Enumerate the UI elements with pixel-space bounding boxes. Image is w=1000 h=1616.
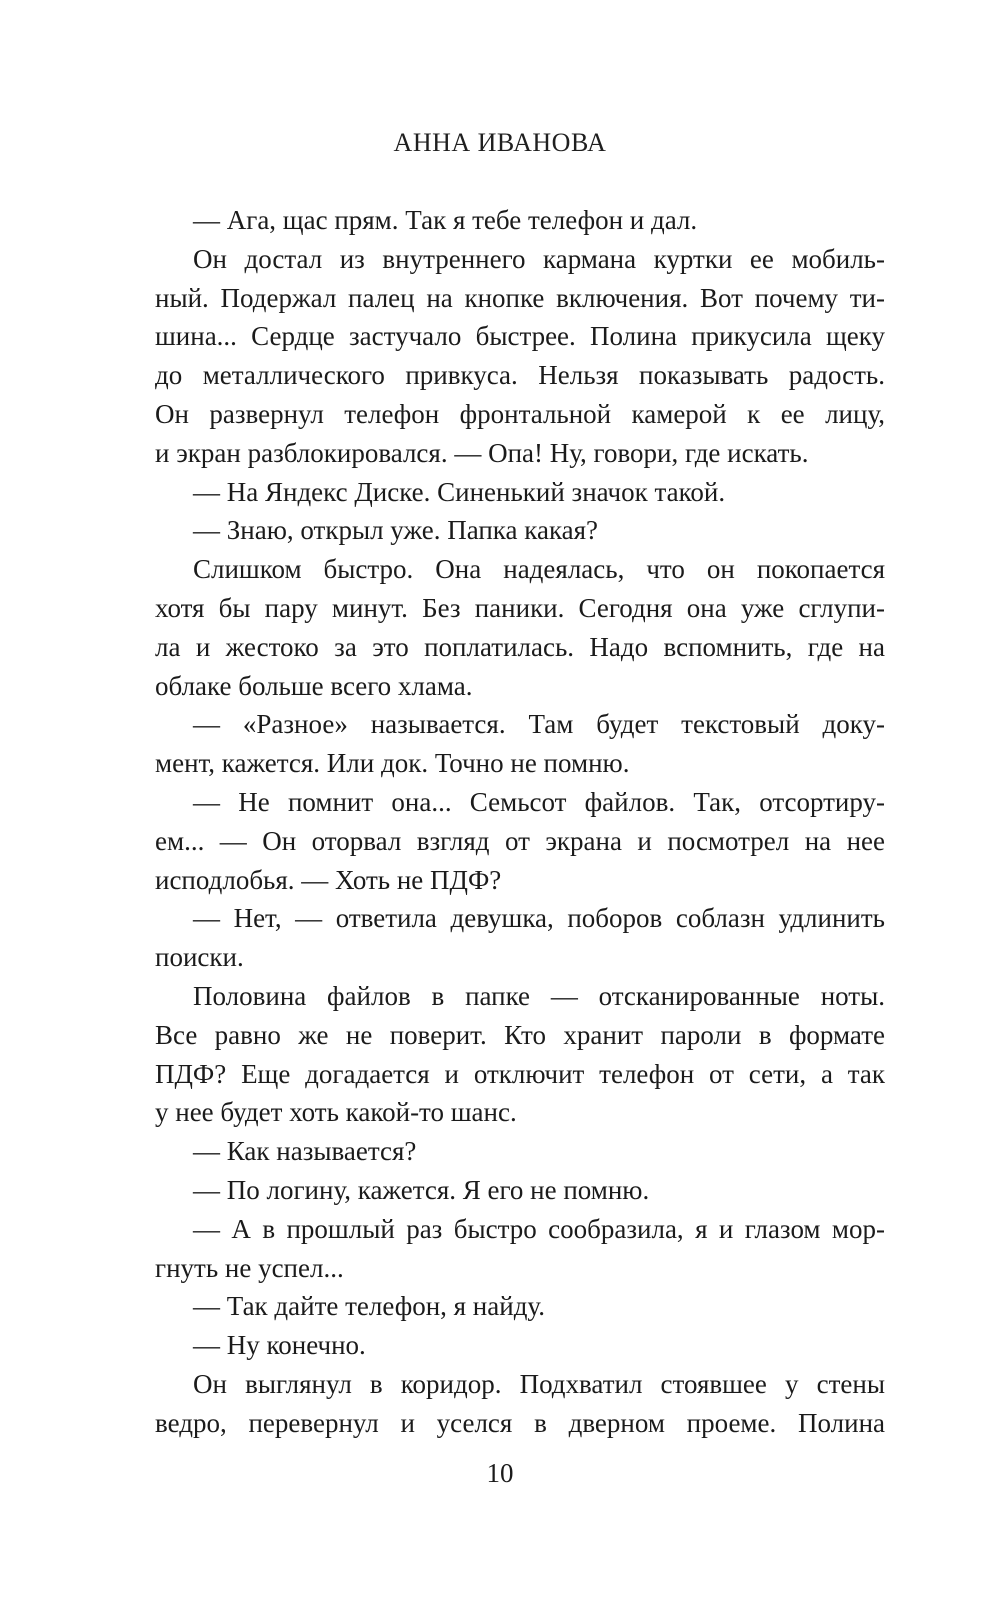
text-line: — Как называется?: [193, 1136, 417, 1167]
text-line: Он выглянул в коридор. Подхватил стоявшее у стены: [193, 1368, 885, 1399]
text-line: гнуть не успел...: [155, 1252, 344, 1283]
running-header-author: АННА ИВАНОВА: [393, 128, 607, 157]
text-line: ведро, перевернул и уселся в дверном проеме. Полина: [155, 1407, 885, 1438]
text-line: — Ну конечно.: [193, 1330, 366, 1361]
text-line: Он достал из внутреннего кармана куртки ее мобиль-: [193, 243, 885, 274]
text-line: до металлического привкуса. Нельзя показывать радость.: [155, 360, 885, 391]
text-line: мент, кажется. Или док. Точно не помню.: [155, 748, 630, 779]
text-line: — Ага, щас прям. Так я тебе телефон и дал.: [193, 205, 698, 235]
text-line: Все равно же не поверит. Кто хранит пароли в формате: [155, 1019, 885, 1050]
text-line: исподлобья. — Хоть не ПДФ?: [155, 864, 502, 895]
text-line: — Не помнит она... Семьсот файлов. Так, отсортиру-: [193, 786, 885, 817]
text-line: ПДФ? Еще догадается и отключит телефон от сети, а так: [155, 1058, 885, 1089]
text-line: облаке больше всего хлама.: [155, 670, 473, 701]
text-line: ный. Подержал палец на кнопке включения. Вот почему ти-: [155, 282, 885, 313]
text-line: — Нет, — ответила девушка, поборов соблазн удлинить: [193, 903, 885, 934]
text-line: ла и жестоко за это поплатилась. Надо вспомнить, где на: [155, 631, 885, 662]
text-line: Половина файлов в папке — отсканированные ноты.: [193, 980, 885, 1011]
text-line: — А в прошлый раз быстро сообразила, я и глазом мор-: [193, 1213, 885, 1244]
text-line: шина... Сердце застучало быстрее. Полина прикусила щеку: [155, 321, 885, 352]
text-block: [155, 201, 885, 1443]
text-line: Он развернул телефон фронтальной камерой к ее лицу,: [155, 398, 885, 429]
text-line: — На Яндекс Диске. Синенький значок такой.: [193, 476, 726, 507]
text-line: — «Разное» называется. Там будет текстовый доку-: [193, 709, 885, 740]
text-line: поиски.: [155, 942, 244, 973]
page-number: 10: [486, 1458, 514, 1488]
text-line: — По логину, кажется. Я его не помню.: [193, 1174, 650, 1205]
text-line: ем... — Он оторвал взгляд от экрана и посмотрел на нее: [155, 825, 885, 856]
text-line: у нее будет хоть какой-то шанс.: [155, 1097, 517, 1128]
text-line: Слишком быстро. Она надеялась, что он покопается: [193, 554, 885, 585]
text-line: хотя бы пару минут. Без паники. Сегодня она уже сглупи-: [155, 592, 885, 623]
text-line: и экран разблокировался. — Опа! Ну, говори, где искать.: [155, 437, 809, 468]
text-line: — Знаю, открыл уже. Папка какая?: [193, 515, 599, 546]
text-line: — Так дайте телефон, я найду.: [193, 1291, 545, 1322]
